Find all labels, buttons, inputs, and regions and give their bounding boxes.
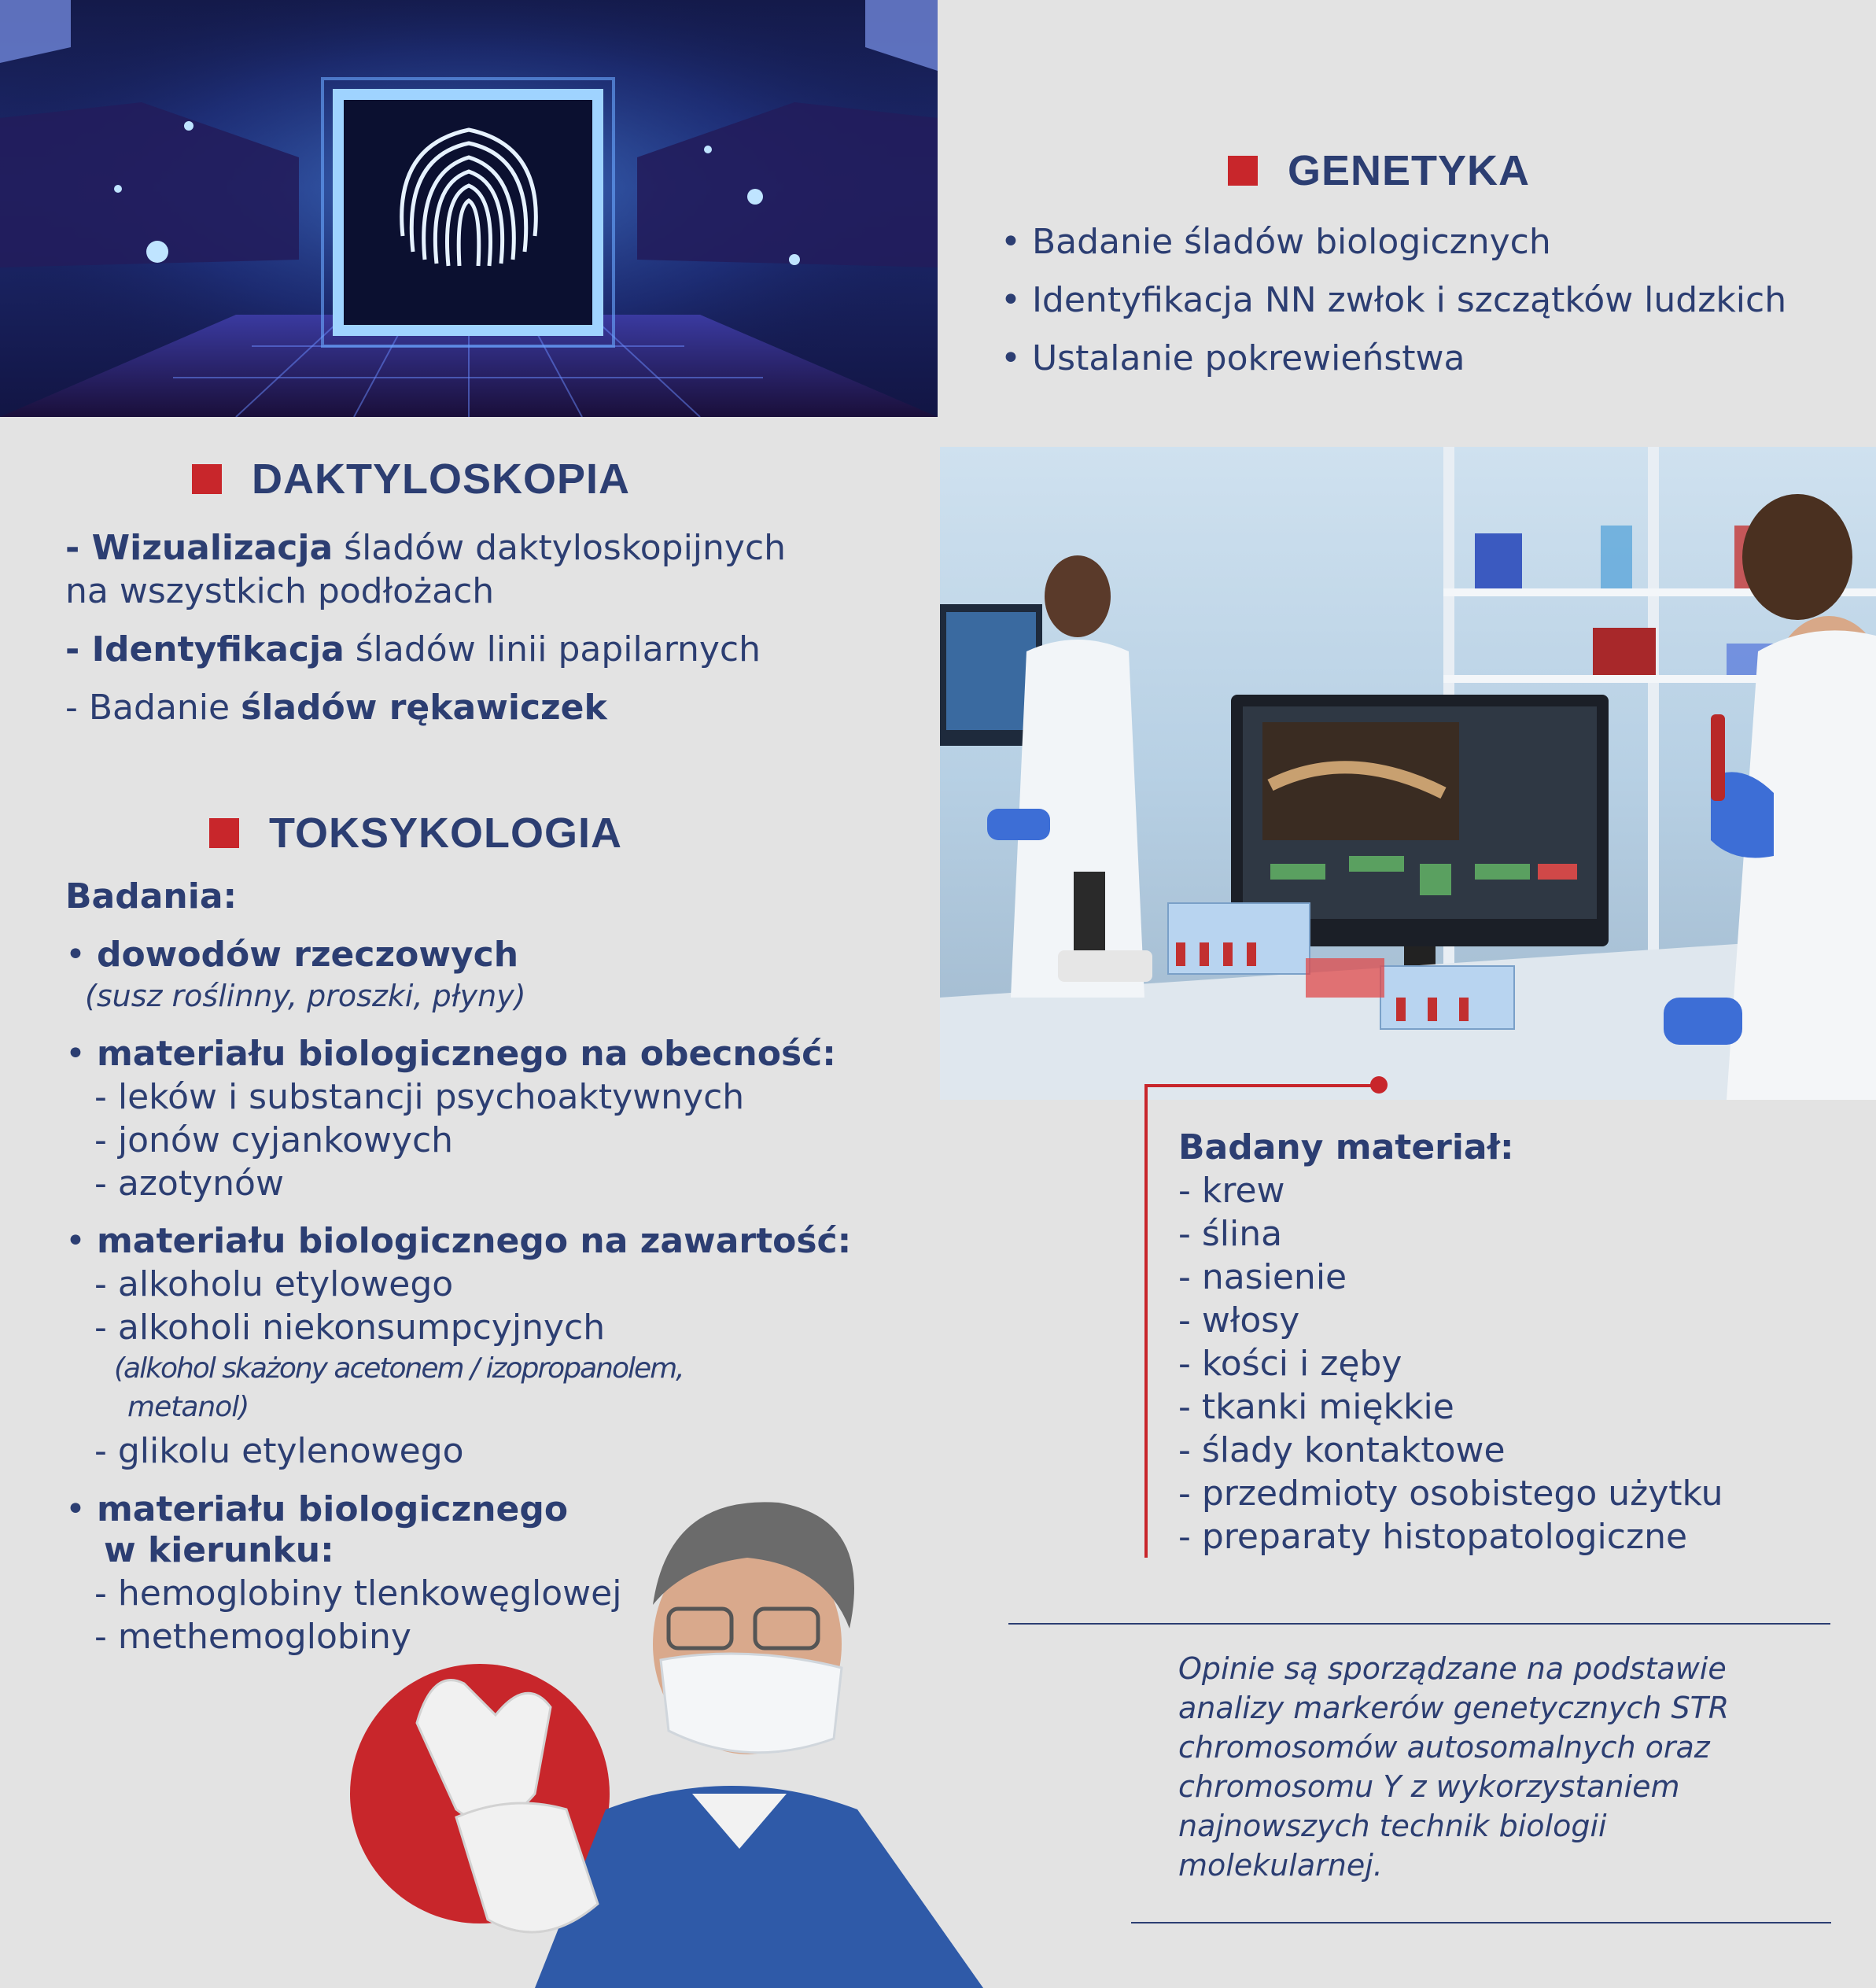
daktyloskopia-item [65, 629, 761, 669]
material-item: - nasienie [1178, 1257, 1347, 1297]
connector-horizontal-line [1144, 1084, 1379, 1087]
bullet-icon: • [1001, 338, 1021, 378]
lab-graphic [940, 447, 1876, 1100]
bullet-label: dowodów rzeczowych [96, 935, 519, 975]
bullet-icon: • [65, 1221, 97, 1261]
bullet-label-continued: w kierunku: [104, 1530, 334, 1570]
red-square-icon [1228, 156, 1258, 186]
material-item: - kości i zęby [1178, 1344, 1402, 1384]
genetyka-item-text: Badanie śladów biologicznych [1031, 222, 1551, 262]
item-text: - Badanie [65, 688, 241, 728]
opinion-line: chromosomów autosomalnych oraz [1178, 1730, 1710, 1765]
bullet-label: materiału biologicznego [96, 1489, 569, 1529]
dash: - [65, 629, 92, 669]
opinion-top-rule [1008, 1623, 1830, 1625]
fingerprint-scan-image [0, 0, 938, 417]
opinion-line: analizy markerów genetycznych STR [1178, 1691, 1730, 1725]
toksykologia-bullet [65, 1034, 836, 1074]
bullet-label: materiału biologicznego na obecność: [96, 1034, 836, 1074]
toksykologia-subitem: - azotynów [94, 1164, 284, 1204]
daktyloskopia-heading [192, 455, 630, 503]
toksykologia-subitem: - leków i substancji psychoaktywnych [94, 1077, 745, 1117]
bullet-icon: • [1001, 280, 1021, 320]
item-bold: Identyfikacja [91, 629, 345, 669]
item-bold: Wizualizacja [91, 528, 334, 568]
daktyloskopia-item [65, 688, 607, 728]
bullet-icon: • [65, 935, 97, 975]
item-text: śladów linii papilarnych [344, 629, 761, 669]
laboratory-scientists-image [940, 447, 1876, 1100]
material-item: - ślady kontaktowe [1178, 1430, 1506, 1470]
red-square-icon [209, 818, 239, 848]
bullet-icon: • [1001, 222, 1021, 262]
toksykologia-subitem: - jonów cyjankowych [94, 1120, 454, 1160]
doctor-graphic [338, 1479, 1109, 1988]
daktyloskopia-item-continued: na wszystkich podłożach [65, 571, 495, 611]
bullet-icon: • [65, 1034, 97, 1074]
material-title: Badany materiał: [1178, 1127, 1514, 1167]
toksykologia-bullet [65, 935, 519, 975]
genetyka-item [1001, 338, 1465, 378]
toksykologia-note: (susz roślinny, proszki, płyny) [85, 979, 526, 1013]
toksykologia-bullet [65, 1221, 852, 1261]
dash: - [65, 528, 92, 568]
toksykologia-subitem: - alkoholi niekonsumpcyjnych [94, 1308, 606, 1348]
item-text: śladów daktyloskopijnych [333, 528, 787, 568]
genetyka-heading [1228, 146, 1530, 195]
genetyka-item [1001, 222, 1551, 262]
fingerprint-graphic [0, 0, 938, 417]
toksykologia-subitem: - alkoholu etylowego [94, 1264, 454, 1304]
material-item: - preparaty histopatologiczne [1178, 1517, 1688, 1557]
connector-dot [1370, 1076, 1388, 1094]
opinion-line: najnowszych technik biologii [1178, 1809, 1607, 1843]
genetyka-item [1001, 280, 1787, 320]
toksykologia-subitem: - glikolu etylenowego [94, 1431, 464, 1471]
doctor-with-gloves-image [338, 1479, 1109, 1988]
toksykologia-note: (alkohol skażony acetonem / izopropanolem, [114, 1352, 684, 1385]
toksykologia-intro: Badania: [65, 876, 238, 917]
material-item: - tkanki miękkie [1178, 1387, 1454, 1427]
toksykologia-note: metanol) [127, 1391, 249, 1423]
bullet-label: materiału biologicznego na zawartość: [96, 1221, 852, 1261]
bullet-icon: • [65, 1489, 97, 1529]
material-item: - włosy [1178, 1300, 1300, 1341]
daktyloskopia-heading-text: DAKTYLOSKOPIA [252, 456, 631, 503]
genetyka-item-text: Ustalanie pokrewieństwa [1031, 338, 1465, 378]
daktyloskopia-item [65, 528, 787, 568]
connector-vertical-line [1144, 1084, 1148, 1558]
opinion-line: molekularnej. [1178, 1848, 1383, 1883]
genetyka-item-text: Identyfikacja NN zwłok i szczątków ludzkich [1031, 280, 1787, 320]
opinion-line: Opinie są sporządzane na podstawie [1178, 1651, 1727, 1686]
red-square-icon [192, 464, 222, 494]
item-bold: śladów rękawiczek [241, 688, 607, 728]
genetyka-heading-text: GENETYKA [1288, 147, 1531, 194]
toksykologia-subitem: - hemoglobiny tlenkowęglowej [94, 1573, 622, 1614]
material-item: - przedmioty osobistego użytku [1178, 1473, 1723, 1514]
toksykologia-subitem: - methemoglobiny [94, 1617, 411, 1657]
toksykologia-heading-text: TOKSYKOLOGIA [269, 810, 623, 857]
toksykologia-heading [209, 809, 622, 858]
opinion-bottom-rule [1131, 1922, 1831, 1923]
material-item: - krew [1178, 1171, 1285, 1211]
material-item: - ślina [1178, 1214, 1283, 1254]
opinion-line: chromosomu Y z wykorzystaniem [1178, 1769, 1680, 1804]
